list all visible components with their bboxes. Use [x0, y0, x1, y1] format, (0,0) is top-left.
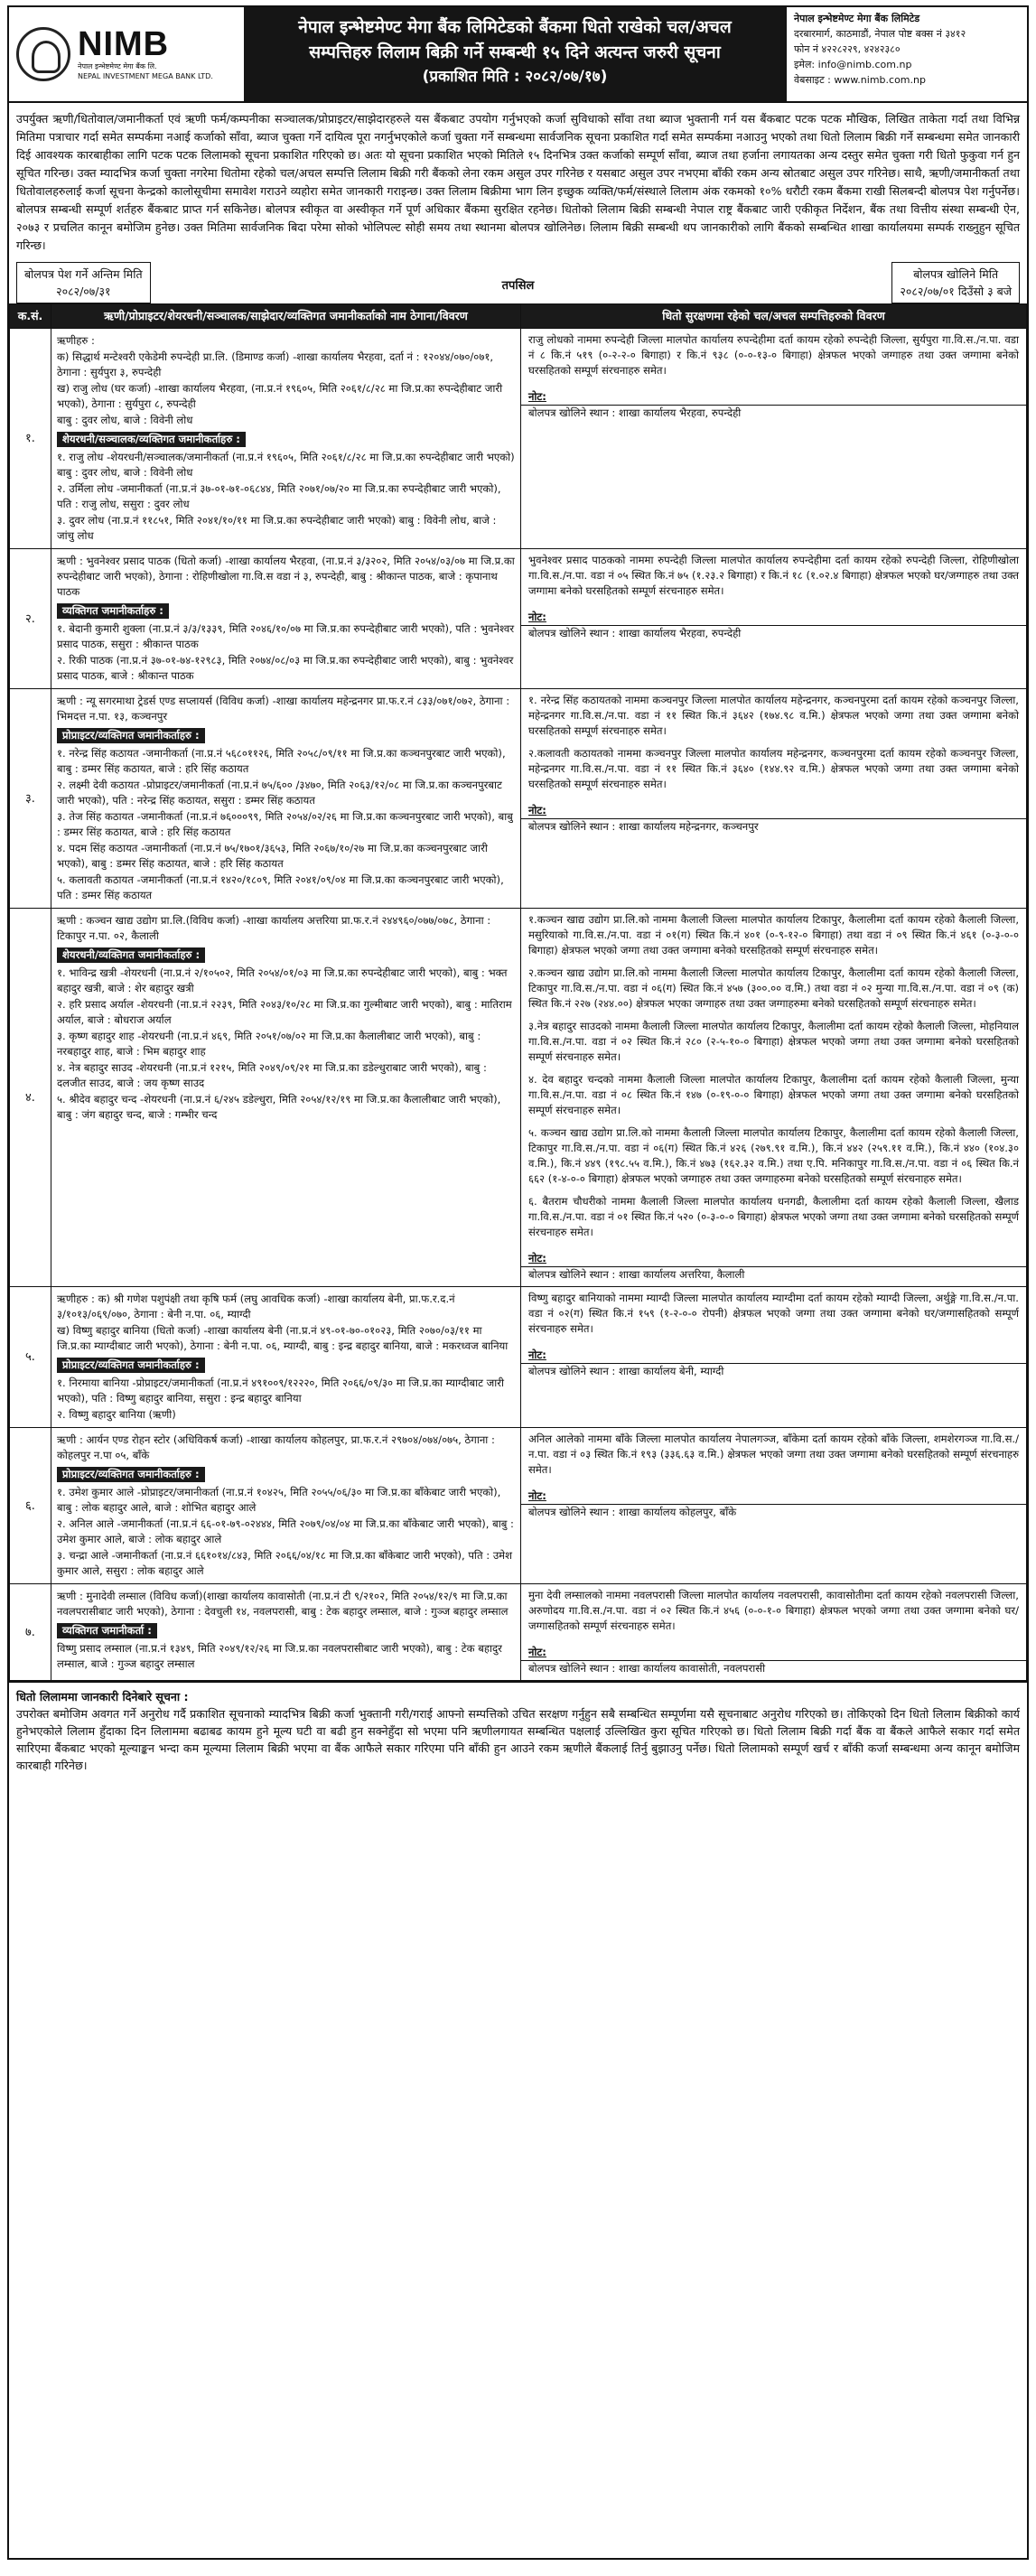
email-line: इमेल: info@nimb.com.np [794, 59, 912, 70]
bid-opening-date [891, 262, 1020, 303]
note-label: नोट: [528, 1489, 546, 1502]
property-item: भुवनेश्वर प्रसाद पाठकको नाममा रुपन्देही जिल्ला मालपोत कार्यालय रुपन्देहीमा दर्ता कायम रहेको रुपन्देही जिल्ला, रोहिणीखोला गा.वि.स./न.पा. वडा नं ०५ स्थित कि.नं ७५ (१.२३.२ बिगाहा) र कि.नं १८ (१.०२.४ बिगाहा) क्षेत्रफल भएको घर/जग्गाहरु तथा उक्त जग्गामा बनेको घरसहितको सम्पूर्ण संरचनाहरु समेत। [528, 554, 1019, 597]
bid-opening-location: बोलपत्र खोलिने स्थान : शाखा कार्यालय महेन्द्रनगर, कञ्चनपुर [521, 818, 1026, 838]
footer-text: उपरोक्त बमोजिम अवगत गर्ने अनुरोध गर्दै प्रकाशित सूचनाको म्यादभित्र बिक्री कर्जा भुक्तानी गरी/गराई आफ्नो सम्पत्तिको उचित सरक्षण गर्नुहुन सबै सम्बन्धित सम्पूर्णमा यसै सूचनाबाट अनुरोध गरिएको छ। तोकिएको दिन धितो लिलाम बिक्रीको कार्य हुनेभएकोले लिलाम हुँदाका दिन लिलाममा बढाबढ कायम हुने मूल्य घटी वा बढी हुन सक्नेहुँदा सो भएमा पनि ऋणीलगायत सम्बन्धित पक्षलाई उल्लिखित कुरा सूचित गरिएको छ। धितो लिलाम बिक्री गर्दा बैंक वा बैंकले आफैले सकार गर्दा समेत सारिएमा बैंकबाट भएको मूल्याङ्कन भन्दा कम मूल्यमा लिलाम बिक्री भएमा वा बैंक आफैले सकार गरिएमा पनि बाँकी हुन आउने रकम ऋणीले बैंकलाई तिर्नु बुझाउनु पर्नेछ। धितो लिलामको सम्पूर्ण खर्च र बाँकी कर्जा सम्बन्धमा अन्य कानून बमोजिम कारबाही गरिनेछ। [16, 1707, 1020, 1772]
bid-submission-deadline [16, 262, 151, 303]
title-line-1: नेपाल इन्भेष्टमेण्ट मेगा बैंक लिमिटेडको बैंकमा धितो राखेको चल/अचल [298, 17, 732, 37]
row-serial: ६. [10, 1428, 51, 1584]
property-details [521, 329, 1027, 549]
property-item: अनिल आलेको नाममा बाँके जिल्ला मालपोत कार्यालय नेपालगञ्ज, बाँकेमा दर्ता कायम रहेको बाँके जिल्ला, शमशेरगञ्ज गा.वि.स./न.पा. वडा नं ०३ स्थित कि.नं १९३ (३३६.६३ व.मि.) क्षेत्रफल भएको जग्गा तथा उक्त जग्गामा बनेको घरसहितको सम्पूर्ण संरचनाहरु समेत। [528, 1433, 1019, 1476]
borrower-details [51, 689, 521, 909]
bid-opening-location: बोलपत्र खोलिने स्थान : शाखा कार्यालय कोहलपुर, बाँके [521, 1504, 1026, 1524]
property-item: राजु लोधको नाममा रुपन्देही जिल्ला मालपोत कार्यालय रुपन्देहीमा दर्ता कायम रहेको रुपन्देही जिल्ला, सुर्यपुरा गा.वि.स./न.पा. वडा नं ८ कि.नं ५१९ (०-२-२-० बिगाहा) र कि.नं ९३८ (०-०-१३-० बिगाहा) क्षेत्रफल भएको जग्गाहरु तथा उक्त जग्गामा बनेको घरसहितको सम्पूर्ण संरचनाहरु समेत। [528, 333, 1019, 377]
col-header-borrower: ऋणी/प्रोप्राइटर/शेयरधनी/सञ्चालक/साझेदार/व्यक्तिगत जमानीकर्ताको नाम ठेगाना/विवरण [51, 304, 521, 329]
row-serial: ४. [10, 909, 51, 1287]
note-label: नोट: [528, 1252, 546, 1265]
row-serial: २. [10, 549, 51, 689]
section-label: प्रोप्राइटर/व्यक्तिगत जमानीकर्ताहरु : [57, 1358, 205, 1373]
note-label: नोट: [528, 1349, 546, 1361]
address-line: दरबारमार्ग, काठमाडौं, नेपाल पोष्ट बक्स नं ३४१२ [794, 28, 966, 40]
title-line-2: सम्पत्तिहरु लिलाम बिक्री गर्ने सम्बन्धी १५ दिने अत्यन्त जरुरी सूचना [309, 42, 721, 62]
col-header-property: धितो सुरक्षणमा रहेको चल/अचल सम्पत्तिहरुको विवरण [521, 304, 1027, 329]
borrower-line: ऋणी : भुवनेश्वर प्रसाद पाठक (धितो कर्जा) -शाखा कार्यालय भैरहवा, (ना.प्र.नं ३/३२०२, मिति २०५४/०३/०७ मा जि.प्र.का रुपन्देहीबाट जारी भएको), ठेगाना : रोहिणीखोला गा.वि.स वडा नं ३, रुपन्देही, बाबु : श्रीकान्त पाठक, बाजे : कृपानाथ पाठक [57, 555, 515, 598]
borrower-line: ऋणी : आर्यन एण्ड रोहन स्टोर (अधिविकर्ष कर्जा) -शाखा कार्यालय कोहलपुर, प्रा.फ.र.नं २९७०४/०७४/०७५, ठेगाना : कोहलपुर न.पा ०५, बाँके [57, 1433, 495, 1461]
borrower-line: ऋणीहरु : [57, 334, 95, 347]
footer-notice [9, 1681, 1027, 1779]
borrower-line: क) सिद्धार्थ मन्टेश्वरी एकेडेमी रुपन्देही प्रा.लि. (डिमाण्ड कर्जा) -शाखा कार्यालय भैरहवा, दर्ता नं : १२०४४/०७०/०७१, ठेगाना : सुर्यपुरा ३, रुपन्देही [57, 350, 494, 378]
row-serial: ७. [10, 1584, 51, 1681]
table-header-row [10, 304, 1027, 329]
notice-header [9, 7, 1027, 103]
borrower-line: १. राजु लोध -शेयरधनी/सञ्चालक/जमानीकर्ता (ना.प्र.नं १९६०५, मिति २०६१/८/२८ मा जि.प्र.का रुपन्देहीबाट जारी भएको) बाबु : दुवर लोध, बाजे : विवेनी लोध [57, 451, 515, 479]
borrower-details [51, 329, 521, 549]
table-row [10, 1287, 1027, 1428]
opening-value: २०८२/०७/०१ दिउँसो ३ बजे [900, 285, 1012, 298]
note-label: नोट: [528, 390, 546, 403]
borrower-line: बाबु : दुवर लोध, बाजे : विवेनी लोध [57, 414, 193, 426]
logo-wordmark: NIMB [78, 25, 170, 63]
borrower-line: १. निरमाया बानिया -प्रोप्राइटर/जमानीकर्ता (ना.प्र.नं ४९१००९/१२२२०, मिति २०६६/०९/३० मा जि.प्र.का म्याग्दीबाट जारी भएको), पति : विष्णु बहादुर बानिया, ससुरा : इन्द्र बहादुर बानिया [57, 1377, 504, 1405]
borrower-line: ३. चन्द्रा आले -जमानीकर्ता (ना.प्र.नं ६६१०१४/८४३, मिति २०६६/०४/१८ मा जि.प्र.का बाँकेबाट जारी भएको), पति : उमेश कुमार आले, ससुरा : लोक बहादुर आले [57, 1549, 512, 1577]
borrower-details [51, 1584, 521, 1681]
borrower-line: २. अनिल आले -जमानीकर्ता (ना.प्र.नं ६६-०१-७९-०२४४४, मिति २०७९/०४/०४ मा जि.प्र.का बाँकेबाट जारी भएको), बाबु : उमेश कुमार आले, बाजे : लोक बहादुर आले [57, 1517, 514, 1545]
property-details [521, 1428, 1027, 1584]
section-label: व्यक्तिगत जमानीकर्ता : [57, 1623, 157, 1638]
bid-opening-location: बोलपत्र खोलिने स्थान : शाखा कार्यालय बेनी, म्याग्दी [521, 1363, 1026, 1383]
section-label: व्यक्तिगत जमानीकर्ताहरु : [57, 603, 169, 619]
borrower-line: ऋणी : मुनादेवी लम्साल (विविध कर्जा)(शाखा कार्यालय कावासोती (ना.प्र.नं टी ९/२१०२, मिति २०५४/१२/९ मा जि.प्र.का नवलपरासीबाट जारी भएको), ठेगाना : देवचुली १४, नवलपरासी, बाबु : टेक बहादुर लम्साल, बाजे : गुञ्ज बहादुर लम्साल [57, 1590, 509, 1618]
logo-subtitle-np: नेपाल इन्भेष्टमेण्ट मेगा बैंक लि. [78, 62, 157, 70]
note-label: नोट: [528, 804, 546, 817]
borrower-line: ऋणी : कञ्चन खाद्य उद्योग प्रा.लि.(विविध कर्जा) -शाखा कार्यालय अत्तरिया प्रा.फ.र.नं २४४९६०/०७७/०७८, ठेगाना : टिकापुर न.पा. ०२, कैलाली [57, 914, 491, 942]
section-label: शेयरधनी/सञ्चालक/व्यक्तिगत जमानीकर्ताहरु : [57, 432, 246, 447]
logo-subtitle-en: NEPAL INVESTMENT MEGA BANK LTD. [78, 72, 213, 80]
bid-opening-location: बोलपत्र खोलिने स्थान : शाखा कार्यालय कावासोती, नवलपरासी [521, 1660, 1026, 1680]
auction-table [9, 303, 1027, 1681]
section-label: प्रोप्राइटर/व्यक्तिगत जमानीकर्ताहरु : [57, 728, 205, 743]
bank-emblem-icon [16, 27, 70, 81]
bid-opening-location: बोलपत्र खोलिने स्थान : शाखा कार्यालय भैरहवा, रुपन्देही [521, 405, 1026, 425]
bid-opening-location: बोलपत्र खोलिने स्थान : शाखा कार्यालय अत्तरिया, कैलाली [521, 1266, 1026, 1286]
borrower-line: १. नरेन्द्र सिंह कठायत -जमानीकर्ता (ना.प्र.नं ५६८०११२६, मिति २०५८/०९/११ मा जि.प्र.का कञ्चनपुरबाट जारी भएको), बाबु : डम्मर सिंह कठायत, बाजे : हरि सिंह कठायत [57, 747, 506, 775]
borrower-line: ४. नेत्र बहादुर साउद -शेयरधनी (ना.प्र.नं १२१५, मिति २०४९/०९/२१ मा जि.प्र.का डडेल्धुराबाट जारी भएको), बाबु : दलजीत साउद, बाजे : जय कृष्ण साउद [57, 1061, 487, 1089]
section-label: शेयरधनी/व्यक्तिगत जमानीकर्ताहरु : [57, 947, 205, 963]
property-item: ५. कञ्चन खाद्य उद्योग प्रा.लि.को नाममा कैलाली जिल्ला मालपोत कार्यालय टिकापुर, कैलालीमा दर्ता कायम रहेको कैलाली जिल्ला, टिकापुर गा.वि.स./न.पा. वडा नं ०६(ग) स्थित कि.नं ४२६ (२७९.९१ व.मि.), कि.नं ४४२ (२५९.११ व.मि.), कि.नं ४४० (१०४.३० व.मि.), कि.नं ४४९ (१९८.५५ व.मि.), कि.नं ४७३ (१६२.३२ व.मि.) तथा ए.पि. मनिकापुर गा.वि.स./न.पा. वडा नं ०६ स्थित कि.नं ६६२ (१-४-०-० बिगाहा) क्षेत्रफल भएको जग्गाहरु तथा उक्त जग्गाहरुमा बनेको घरसहितको सम्पूर्ण संरचनाहरु समेत। [528, 1126, 1019, 1185]
borrower-line: ५. कलावती कठायत -जमानीकर्ता (ना.प्र.नं १४२०/१८०९, मिति २०४१/०९/०४ मा जि.प्र.का कञ्चनपुरबाट जारी भएको), पति : डम्मर सिंह कठायत [57, 873, 504, 901]
website-line: वेबसाइट : www.nimb.com.np [794, 74, 926, 86]
bank-logo [9, 7, 244, 101]
table-row [10, 549, 1027, 689]
bank-address [786, 7, 1027, 101]
borrower-details [51, 909, 521, 1287]
borrower-line: ऋणीहरु : क) श्री गणेश पशुपंक्षी तथा कृषि फर्म (लघु आवधिक कर्जा) -शाखा कार्यालय बेनी, प्रा.फ.र.द.नं ३/१०१३/०६९/०७०, ठेगाना : बेनी न.पा. ०६, म्याग्दी [57, 1293, 455, 1321]
col-header-sn: क.सं. [10, 304, 51, 329]
borrower-details [51, 1287, 521, 1428]
table-row [10, 689, 1027, 909]
borrower-line: २. उर्मिला लोध -जमानीकर्ता (ना.प्र.नं ३७-०१-७१-०६८४४, मिति २०७१/०७/२० मा जि.प्र.का रुपन्देहीबाट जारी भएको), पति : राजु लोध, ससुरा : दुवर लोध [57, 482, 501, 510]
borrower-line: १. बेदानी कुमारी शुक्ला (ना.प्र.नं ३/३/१३३९, मिति २०४६/१०/०७ मा जि.प्र.का रुपन्देहीबाट जारी भएको), पति : भुवनेश्वर प्रसाद पाठक, ससुरा : श्रीकान्त पाठक [57, 622, 515, 650]
borrower-line: ऋणी : न्यू सगरमाथा ट्रेडर्स एण्ड सप्लायर्स (विविध कर्जा) -शाखा कार्यालय महेन्द्रनगर प्रा.फ.र.नं ८३३/०७१/०७२, ठेगाना : भिमदत्त न.पा. १३, कञ्चनपुर [57, 695, 510, 723]
note-label: नोट: [528, 611, 546, 623]
borrower-line: विष्णु प्रसाद लम्साल (ना.प्र.नं १३४९, मिति २०४९/१२/२६ मा जि.प्र.का नवलपरासीबाट जारी भएको), बाबु : टेक बहादुर लम्साल, बाजे : गुञ्ज बहादुर लम्साल [57, 1642, 502, 1670]
borrower-line: ३. कृष्ण बहादुर शाह -शेयरधनी (ना.प्र.नं ४६९, मिति २०५१/०७/०२ मा जि.प्र.का कैलालीबाट जारी भएको), बाबु : नरबहादुर शाह, बाजे : भिम बहादुर शाह [57, 1030, 481, 1058]
property-item: ६. बैतराम चौधरीको नाममा कैलाली जिल्ला मालपोत कार्यालय धनगढी, कैलालीमा दर्ता कायम रहेको कैलाली जिल्ला, खैलाड गा.वि.स./न.पा. वडा नं ०१ स्थित कि.नं ५२० (०-३-०-० बिगाहा) क्षेत्रफल भएको जग्गा तथा उक्त जग्गामा बनेको घरसहितको सम्पूर्ण संरचनाहरु समेत। [528, 1195, 1019, 1238]
borrower-line: १. उमेश कुमार आले -प्रोप्राइटर/जमानीकर्ता (ना.प्र.नं १०४२५, मिति २०५५/०६/३० मा जि.प्र.का बाँकेबाट जारी भएको), बाबु : लोक बहादुर आले, बाजे : शोभित बहादुर आले [57, 1486, 501, 1514]
property-item: २.कञ्चन खाद्य उद्योग प्रा.लि.को नाममा कैलाली जिल्ला मालपोत कार्यालय टिकापुर, कैलालीमा दर्ता कायम रहेको कैलाली जिल्ला, टिकापुर गा.वि.स./न.पा. वडा नं ०६(ग) स्थित कि.नं ४५७ (३००.०० व.मि.) तथा वडा नं ०२ मुन्या गा.वि.स./न.पा. वडा नं ०९ (क) स्थित कि.नं २२७ (२४४.००) क्षेत्रफल भएका जग्गाहरु तथा उक्त जग्गाहरुमा बनेको घरसहितको सम्पूर्ण संरचनाहरु समेत। [528, 966, 1019, 1010]
opening-label: बोलपत्र खोलिने मिति [913, 267, 999, 281]
property-details [521, 1287, 1027, 1428]
borrower-line: २. रिकी पाठक (ना.प्र.नं ३७-०१-७४-१२९८३, मिति २०७४/०८/०३ मा जि.प्र.का रुपन्देहीबाट जारी भएको), बाबु : भुवनेश्वर प्रसाद पाठक, बाजे : श्रीकान्त पाठक [57, 654, 514, 682]
property-item: ४. देव बहादुर चन्दको नाममा कैलाली जिल्ला मालपोत कार्यालय टिकापुर, कैलालीमा दर्ता कायम रहेको कैलाली जिल्ला, मुन्या गा.वि.स./न.पा. वडा नं ०८ स्थित कि.नं १४७ (०-१९-०-० बिगाहा) क्षेत्रफल भएको जग्गा तथा उक्त जग्गामा बनेको घरसहितको सम्पूर्ण संरचनाहरु समेत। [528, 1073, 1019, 1116]
property-details [521, 689, 1027, 909]
property-item: मुना देवी लम्सालको नाममा नवलपरासी जिल्ला मालपोत कार्यालय नवलपरासी, कावासोतीमा दर्ता कायम रहेको नवलपरासी जिल्ला, अरुणोदय गा.वि.स./न.पा. वडा नं ०२ स्थित कि.नं ४५६ (०-०-१-० बिगाहा) क्षेत्रफल भएको जग्गा तथा उक्त जग्गामा बनेको घर/जग्गासहितको सम्पूर्ण संरचनाहरु समेत। [528, 1589, 1019, 1632]
intro-paragraph: उपर्युक्त ऋणी/धितोवाल/जमानीकर्ता एवं ऋणी फर्म/कम्पनीका सञ्चालक/प्रोप्राइटर/साझेदारहरुले यस बैंकबाट उपयोग गर्नुभएको कर्जा सुविधाको साँवा तथा ब्याज भुक्तानी गर्न यस बैंकबाट पटक पटक मौखिक, लिखित ताकेता गर्दा तथा विभिन्न मितिमा पत्राचार गर्दा समेत सम्पर्कमा नआई कर्जाको साँवा, ब्याज चुक्ता गर्ने दायित्व पूरा नगर्नुभएकोले कर्जा चुक्ता गर्ने सम्बन्धमा सार्वजनिक सूचना प्रकाशित गर्दा समेत सम्पर्कमा नआउनु भएको तथा धितो लिलाम बिक्री गर्ने सम्बन्धमा समेत जानकारी दिई आवश्यक कारबाहीका लागि पटक पटक लिलामको सूचना प्रकाशित गरिएको छ। अतः यो सूचना प्रकाशित भएको मितिले १५ दिनभित्र उक्त कर्जाको सम्पूर्ण साँवा, ब्याज तथा हर्जाना लगायतका अन्य दस्तुर समेत चुक्ता गरी धितो फुकुवा गर्न हुन सूचित गरिन्छ। उक्त म्यादभित्र कर्जा चुक्ता नगरेमा धितोमा रहेको चल/अचल सम्पत्ति लिलाम बिक्री गरी बैंकको लेना रकम असुल उपर गरिनेछ र यसबाट असुल उपर नभएमा बाँकी रकम अन्य स्रोतबाट असुल उपर गरिनेछ। साथै, ऋणी/जमानीकर्ता तथा धितोवालहरुलाई कर्जा सूचना केन्द्रको कालोसूचीमा समावेश गराउने व्यहोरा समेत जानकारी गराइन्छ। उक्त लिलाम बिक्रीमा भाग लिन इच्छुक व्यक्ति/फर्म/संस्थाले लिलाम अंक रकमको १०% धरौटी रकम बैंकमा राखी सिलबन्दी बोलपत्र पेश गर्नुपर्नेछ। बोलपत्र सम्बन्धी सम्पूर्ण शर्तहरु बैंकबाट प्राप्त गर्न सकिनेछ। बोलपत्र स्वीकृत वा अस्वीकृत गर्ने पूर्ण अधिकार बैंकमा सुरक्षित रहनेछ। धितोको लिलाम बिक्री सम्बन्धी नेपाल राष्ट्र बैंकबाट जारी एकीकृत निर्देशन, बैंक तथा वित्तीय संस्था सम्बन्धी ऐन, २०७३ र प्रचलित कानून बमोजिम हुनेछ। उक्त मितिमा सार्वजनिक बिदा परेमा सोको भोलिपल्ट सोही समय तथा स्थानमा बोलपत्र खोलिनेछ। लिलाम बिक्री सम्बन्धी थप जानकारीको लागि बैंकको सम्बन्धित शाखा कार्यालयमा सम्पर्क राख्नुहुन सूचित गरिन्छ। [16, 112, 1021, 252]
footer-heading: धितो लिलाममा जानकारी दिनेबारे सूचना : [16, 1690, 189, 1703]
table-caption: तपसिल [501, 279, 535, 293]
notice-title [244, 7, 786, 101]
row-serial: ५. [10, 1287, 51, 1428]
notice-page [7, 5, 1029, 2560]
borrower-line: ३. तेज सिंह कठायत -जमानीकर्ता (ना.प्र.नं ७६०००९९, मिति २०५४/०२/२६ मा जि.प्र.का कञ्चनपुरबाट जारी भएको), बाबु : डम्मर सिंह कठायत, बाजे : हरि सिंह कठायत [57, 810, 513, 838]
phone-line: फोन नं ४२२८२२९, ४२४२३८० [794, 43, 901, 55]
borrower-line: ३. दुवर लोध (ना.प्र.नं ११८५१, मिति २०४१/१०/११ मा जि.प्र.का रुपन्देहीबाट जारी भएको) बाबु : विवेनी लोध, बाजे : जांचु लोध [57, 514, 497, 542]
table-row [10, 1584, 1027, 1681]
borrower-line: २. हरि प्रसाद अर्याल -शेयरधनी (ना.प्र.नं २२३९, मिति २०४३/१०/२८ मा जि.प्र.का गुल्मीबाट जारी भएको), बाबु : मातिराम अर्याल, बाजे : बोधराज अर्याल [57, 998, 512, 1026]
property-details [521, 1584, 1027, 1681]
borrower-details [51, 549, 521, 689]
note-label: नोट: [528, 1646, 546, 1658]
property-item: विष्णु बहादुर बानियाको नाममा म्याग्दी जिल्ला मालपोत कार्यालय म्याग्दीमा दर्ता कायम रहेको म्याग्दी जिल्ला, अर्थुङ्गे गा.वि.स./न.पा. वडा नं ०२(ग) स्थित कि.नं १५९ (१-२-०-० रोपनी) क्षेत्रफल भएको जग्गा तथा उक्त जग्गामा बनेको घर/जग्गासहितको सम्पूर्ण संरचनाहरु समेत। [528, 1292, 1019, 1335]
borrower-line: १. भाविन्द्र खत्री -शेयरधनी (ना.प्र.नं २/१०५०२, मिति २०५४/०१/०३ मा जि.प्र.का रुपन्देहीबाट जारी भएको), बाबु : भक्त बहादुर खत्री, बाजे : शेर बहादुर खत्री [57, 966, 508, 994]
deadline-value: २०८२/०७/३१ [56, 285, 111, 298]
section-label: प्रोप्राइटर/व्यक्तिगत जमानीकर्ताहरु : [57, 1467, 205, 1482]
deadline-label: बोलपत्र पेश गर्ने अन्तिम मिति [24, 267, 143, 281]
bid-opening-location: बोलपत्र खोलिने स्थान : शाखा कार्यालय भैरहवा, रुपन्देही [521, 625, 1026, 645]
borrower-line: ख) विष्णु बहादुर बानिया (धितो कर्जा) -शाखा कार्यालय बेनी (ना.प्र.नं ४९-०१-७०-०१०२३, मिति २०७०/०३/११ मा जि.प्र.का म्याग्दीबाट जारी भएको), ठेगाना : बेनी न.पा. ०६, म्याग्दी, बाबु : इन्द्र बहादुर बानिया, बाजे : मकरध्वज बानिया [57, 1324, 509, 1352]
borrower-details [51, 1428, 521, 1584]
borrower-line: ख) राजु लोध (घर कर्जा) -शाखा कार्यालय भैरहवा, (ना.प्र.नं १९६०५, मिति २०६१/८/२८ मा जि.प्र.का रुपन्देहीबाट जारी भएको), ठेगाना : सुर्यपुरा ८, रुपन्देही [57, 382, 503, 410]
publish-date: (प्रकाशित मिति : २०८२/०७/१७) [422, 68, 608, 86]
property-item: १.कञ्चन खाद्य उद्योग प्रा.लि.को नाममा कैलाली जिल्ला मालपोत कार्यालय टिकापुर, कैलालीमा दर्ता कायम रहेको कैलाली जिल्ला, मसुरियाको गा.वि.स./न.पा. वडा नं ०१(ग) स्थित कि.नं ४०१ (०-९-१२-० बिगाहा) तथा वडा नं ०९ स्थित कि.नं ४६१ (०-३-०-० बिगाहा) क्षेत्रफल भएको जग्गा तथा उक्त जग्गामा बनेको घरसहितको सम्पूर्ण संरचनाहरु समेत। [528, 913, 1019, 957]
property-item: २.कलावती कठायतको नाममा कञ्चनपुर जिल्ला मालपोत कार्यालय महेन्द्रनगर, कञ्चनपुरमा दर्ता कायम रहेको कञ्चनपुर जिल्ला, महेन्द्रनगर गा.वि.स./न.पा. वडा नं ११ स्थित कि.नं ३६४० (१४४.९२ व.मि.) क्षेत्रफल भएको जग्गा तथा उक्त जग्गामा बनेको घरसहितको सम्पूर्ण संरचनाहरु समेत। [528, 747, 1019, 790]
property-details [521, 549, 1027, 689]
property-item: ३.नेत्र बहादुर साउदको नाममा कैलाली जिल्ला मालपोत कार्यालय टिकापुर, कैलालीमा दर्ता कायम रहेको कैलाली जिल्ला, मोहनियाल गा.वि.स./न.पा. वडा नं ०२ स्थित कि.नं २८० (२-५-१०-० बिगाहा) क्षेत्रफल भएको जग्गा तथा उक्त जग्गामा बनेको घरसहितको सम्पूर्ण संरचनाहरु समेत। [528, 1020, 1019, 1063]
borrower-line: २. विष्णु बहादुर बानिया (ऋणी) [57, 1408, 176, 1421]
row-serial: ३. [10, 689, 51, 909]
table-row [10, 1428, 1027, 1584]
row-serial: १. [10, 329, 51, 549]
borrower-line: ४. पदम सिंह कठायत -जमानीकर्ता (ना.प्र.नं ७५/१७०१/३६५३, मिति २०६७/१०/२७ मा जि.प्र.का कञ्चनपुरबाट जारी भएको), बाबु : डम्मर सिंह कठायत, बाजे : हरि सिंह कठायत [57, 842, 488, 870]
address-line: नेपाल इन्भेष्टमेण्ट मेगा बैंक लिमिटेड [794, 13, 920, 24]
property-details [521, 909, 1027, 1287]
borrower-line: २. लक्ष्मी देवी कठायत -प्रोप्राइटर/जमानीकर्ता (ना.प्र.नं ७५/६०० /३४७०, मिति २०६३/१२/०८ मा जि.प्र.का कञ्चनपुरबाट जारी भएको), पति : नरेन्द्र सिंह कठायत, ससुरा : डम्मर सिंह कठायत [57, 779, 502, 807]
table-row [10, 909, 1027, 1287]
property-item: १. नरेन्द्र सिंह कठायतको नाममा कञ्चनपुर जिल्ला मालपोत कार्यालय महेन्द्रनगर, कञ्चनपुरमा दर्ता कायम रहेको कञ्चनपुर जिल्ला, महेन्द्रनगर गा.वि.स./न.पा. वडा नं ११ स्थित कि.नं ३६४२ (१७४.९८ व.मि.) क्षेत्रफल भएको जग्गा तथा उक्त जग्गामा बनेको घरसहितको सम्पूर्ण संरचनाहरु समेत। [528, 694, 1019, 737]
table-row [10, 329, 1027, 549]
borrower-line: ५. श्रीदेव बहादुर चन्द -शेयरधनी (ना.प्र.नं ६/२४५ डडेल्धुरा, मिति २०५४/१२/१९ मा जि.प्र.का कैलालीबाट जारी भएको), बाबु : जंग बहादुर चन्द, बाजे : गम्भीर चन्द [57, 1093, 501, 1121]
